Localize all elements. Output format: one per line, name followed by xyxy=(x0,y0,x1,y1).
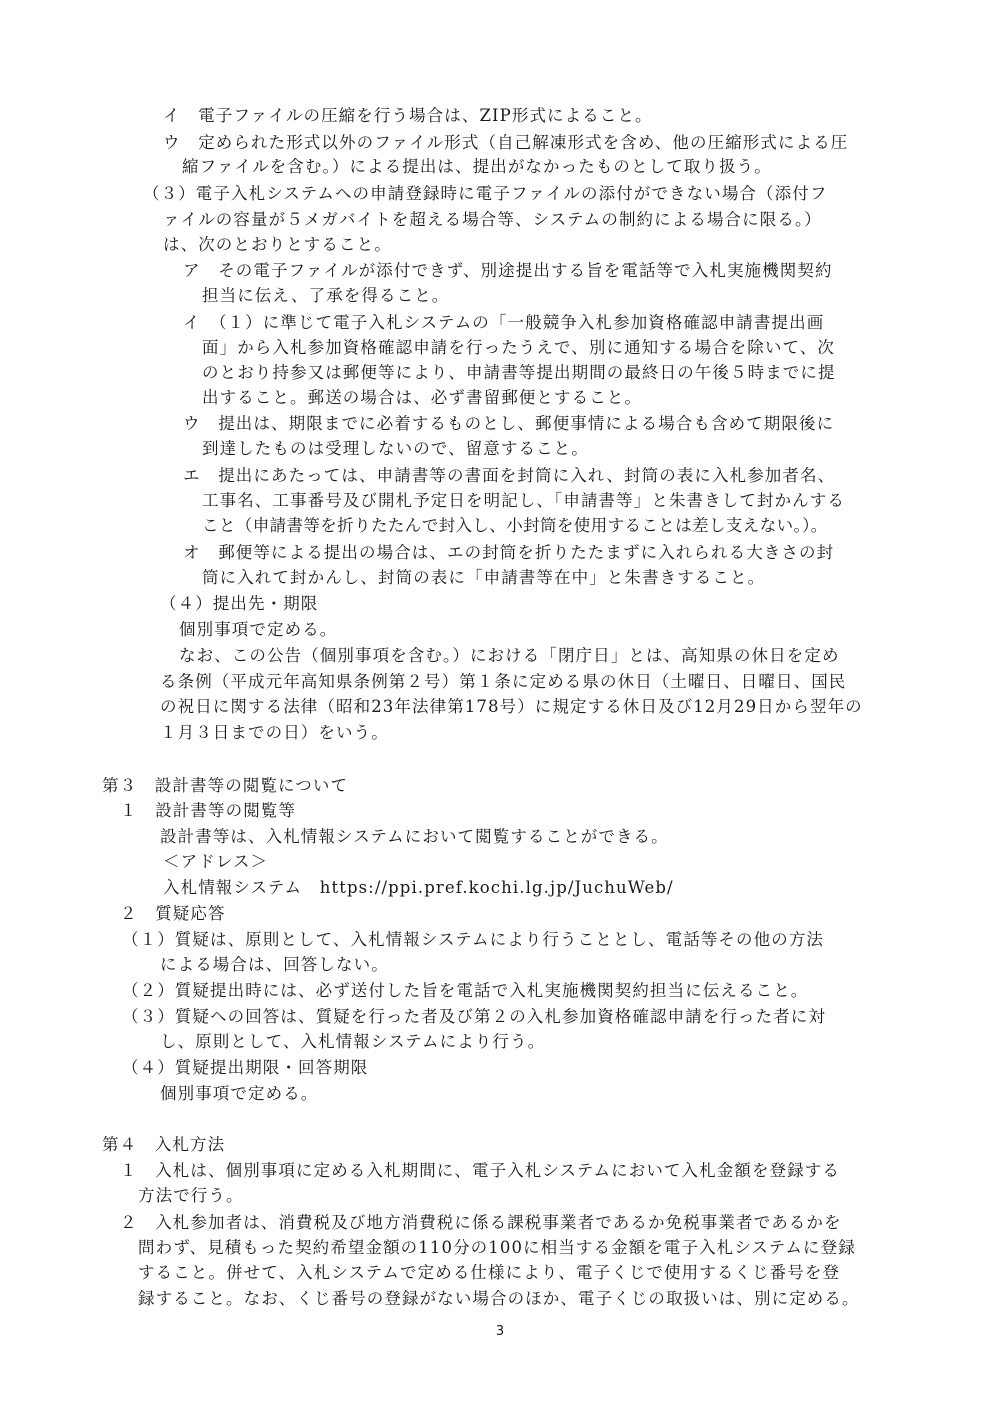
text-line: 方法で行う。 xyxy=(138,1186,244,1205)
text-line: ア その電子ファイルが添付できず、別途提出する旨を電話等で入札実施機関契約 xyxy=(183,261,833,280)
chapter-heading: 第４ 入札方法 xyxy=(102,1135,226,1154)
text-line: の祝日に関する法律（昭和23年法律第178号）に規定する休日及び12月29日から翌年の xyxy=(160,697,863,716)
text-line: ＜アドレス＞ xyxy=(163,852,269,871)
text-line: （３）電子入札システムへの申請登録時に電子ファイルの添付ができない場合（添付フ xyxy=(143,184,828,203)
section-heading: １ 設計書等の閲覧等 xyxy=(120,801,296,820)
text-line: は、次のとおりとすること。 xyxy=(163,235,392,254)
text-line: すること。併せて、入札システムで定める仕様により、電子くじで使用するくじ番号を登 xyxy=(138,1263,841,1282)
text-line: ウ 提出は、期限までに必着するものとし、郵便事情による場合も含めて期限後に xyxy=(183,414,835,433)
text-line: オ 郵便等による提出の場合は、エの封筒を折りたたまずに入れられる大きさの封 xyxy=(183,543,835,562)
text-line: 縮ファイルを含む。）による提出は、提出がなかったものとして取り扱う。 xyxy=(182,157,772,176)
text-line: 面」から入札参加資格確認申請を行ったうえで、別に通知する場合を除いて、次 xyxy=(202,338,835,357)
text-line: 設計書等は、入札情報システムにおいて閲覧することができる。 xyxy=(160,827,669,846)
text-line: ２ 入札参加者は、消費税及び地方消費税に係る課税事業者であるか免税事業者であるかを xyxy=(120,1213,842,1232)
text-line: 個別事項で定める。 xyxy=(179,620,338,639)
text-line: ウ 定められた形式以外のファイル形式（自己解凍形式を含め、他の圧縮形式による圧 xyxy=(163,133,849,152)
text-line: 筒に入れて封かんし、封筒の表に「申請書等在中」と朱書きすること。 xyxy=(202,568,766,587)
text-line: 到達したものは受理しないので、留意すること。 xyxy=(202,439,589,458)
text-line: （２）質疑提出時には、必ず送付した旨を電話で入札実施機関契約担当に伝えること。 xyxy=(122,981,809,1000)
section-heading: （４）質疑提出期限・回答期限 xyxy=(122,1058,369,1077)
text-line: イ （１）に準じて電子入札システムの「一般競争入札参加資格確認申請書提出画 xyxy=(183,313,825,332)
text-line: こと（申請書等を折りたたんで封入し、小封筒を使用することは差し支えない。）。 xyxy=(202,516,828,535)
section-heading: （４）提出先・期限 xyxy=(160,594,319,613)
text-line: による場合は、回答しない。 xyxy=(160,955,389,974)
text-line: ァイルの容量が５メガバイトを超える場合等、システムの制約による場合に限る。） xyxy=(163,210,822,229)
text-line: 出すること。郵送の場合は、必ず書留郵便とすること。 xyxy=(202,388,642,407)
chapter-heading: 第３ 設計書等の閲覧について xyxy=(102,776,349,795)
text-line: し、原則として、入札情報システムにより行う。 xyxy=(160,1032,546,1051)
text-line: （１）質疑は、原則として、入札情報システムにより行うこととし、電話等その他の方法 xyxy=(122,930,825,949)
text-line: １月３日までの日）をいう。 xyxy=(160,723,389,742)
text-line: １ 入札は、個別事項に定める入札期間に、電子入札システムにおいて入札金額を登録する xyxy=(120,1161,840,1180)
text-line: （３）質疑への回答は、質疑を行った者及び第２の入札参加資格確認申請を行った者に対 xyxy=(122,1007,826,1026)
text-line: なお、この公告（個別事項を含む。）における「閉庁日」とは、高知県の休日を定め xyxy=(179,646,840,665)
text-line: イ 電子ファイルの圧縮を行う場合は、ZIP形式によること。 xyxy=(163,106,653,125)
text-line: のとおり持参又は郵便等により、申請書等提出期間の最終日の午後５時までに提 xyxy=(202,363,836,382)
text-line: る条例（平成元年高知県条例第２号）第１条に定める県の休日（土曜日、日曜日、国民 xyxy=(160,672,847,691)
text-line: 工事名、工事番号及び開札予定日を明記し、「申請書等」と朱書きして封かんする xyxy=(202,491,845,510)
section-heading: ２ 質疑応答 xyxy=(120,904,226,923)
text-line: 問わず、見積もった契約希望金額の110分の100に相当する金額を電子入札システムに登録 xyxy=(138,1238,856,1257)
page-number: 3 xyxy=(495,1324,505,1339)
text-line: エ 提出にあたっては、申請書等の書面を封筒に入れ、封筒の表に入札参加者名、 xyxy=(183,466,836,485)
text-line: 録すること。なお、くじ番号の登録がない場合のほか、電子くじの取扱いは、別に定める。 xyxy=(138,1289,860,1308)
text-line: 担当に伝え、了承を得ること。 xyxy=(202,286,450,305)
url-line: 入札情報システム https://ppi.pref.kochi.lg.jp/JuchuWeb/ xyxy=(163,878,674,897)
text-line: 個別事項で定める。 xyxy=(160,1084,319,1103)
